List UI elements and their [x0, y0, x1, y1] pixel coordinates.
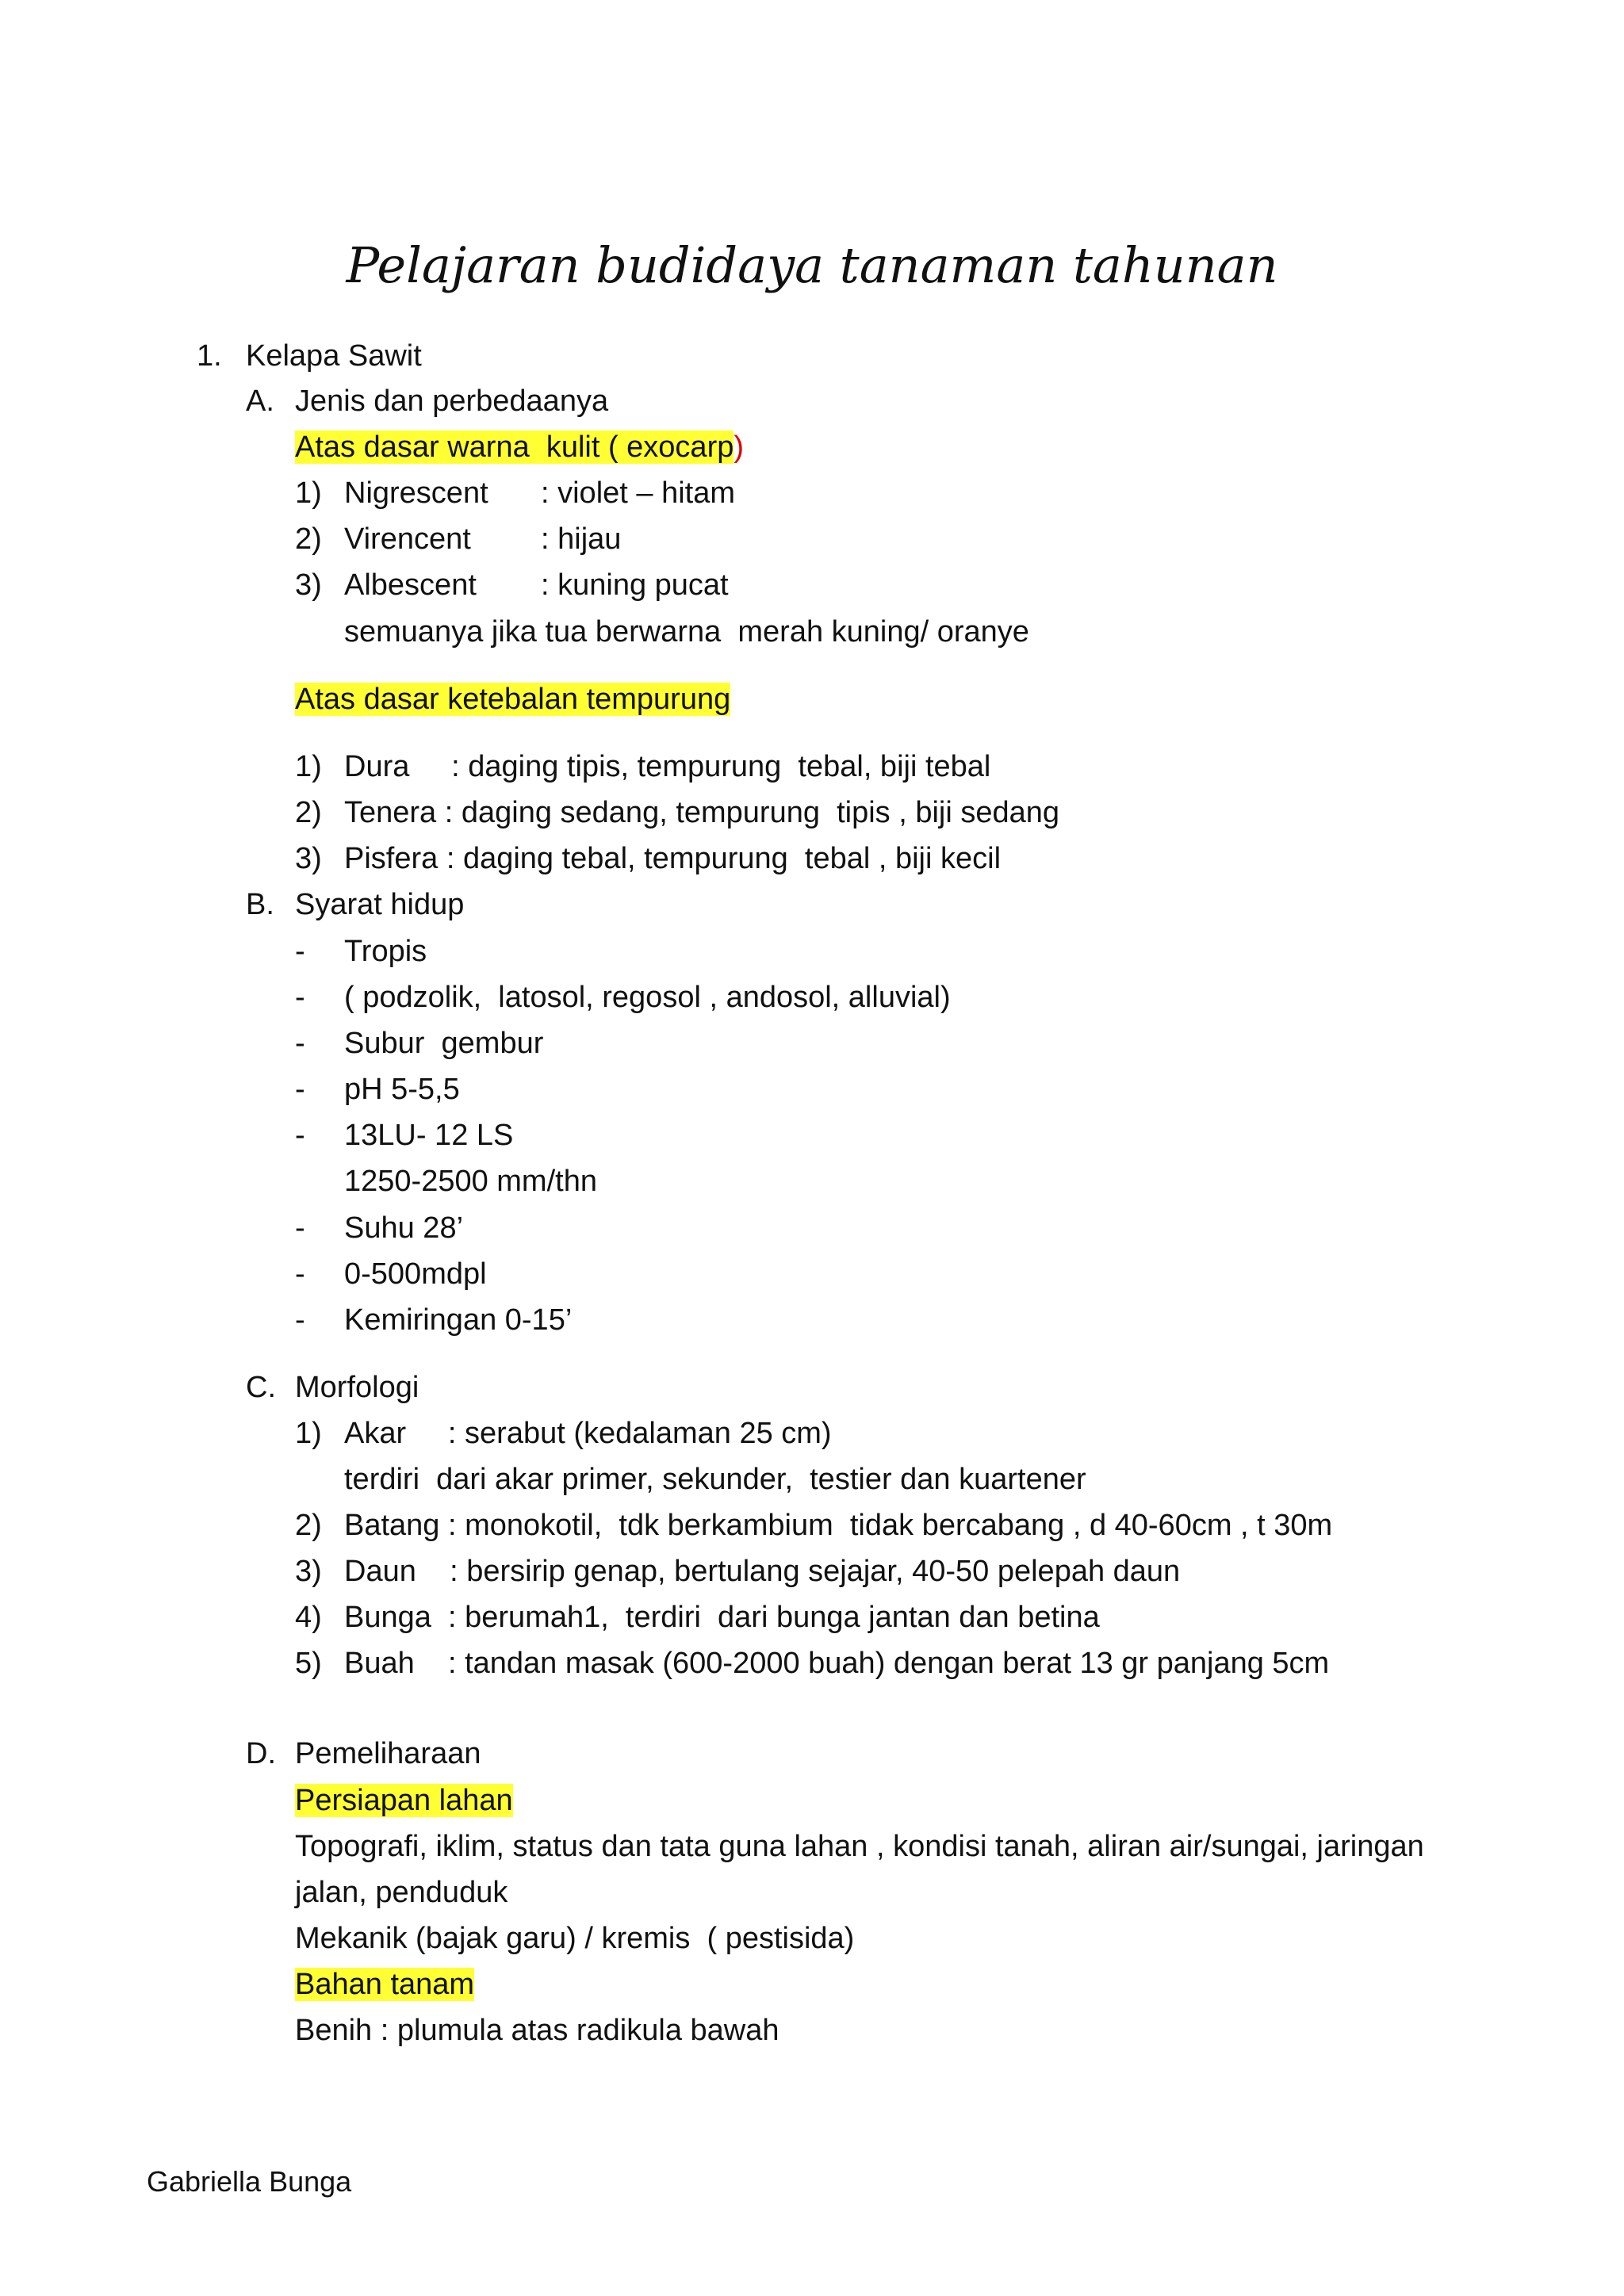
list-item: 13LU- 12 LS — [344, 1119, 514, 1152]
page-title: Pelajaran budidaya tanaman tahunan — [346, 236, 1278, 294]
list-number: 5) — [295, 1647, 322, 1680]
list-item-continued: terdiri dari akar primer, sekunder, testier dan kuartener — [344, 1463, 1086, 1496]
highlight-text: Bahan tanam — [295, 1968, 475, 2001]
subsection-d-title: Pemeliharaan — [295, 1737, 481, 1770]
paragraph-line: jalan, penduduk — [295, 1876, 508, 1909]
bullet-dash: - — [295, 1073, 305, 1106]
subsection-b-marker: B. — [246, 888, 274, 921]
list-number: 3) — [295, 1555, 322, 1588]
highlight-text: Atas dasar ketebalan tempurung — [295, 683, 731, 716]
variety-name: Nigrescent — [344, 476, 488, 510]
subsection-d-marker: D. — [246, 1737, 276, 1770]
list-number: 2) — [295, 522, 322, 556]
section-1-title: Kelapa Sawit — [246, 339, 422, 373]
list-item: Batang : monokotil, tdk berkambium tidak bercabang , d 40-60cm , t 30m — [344, 1509, 1333, 1542]
highlight-heading-planting-material — [295, 1965, 474, 2004]
list-item: Bunga : berumah1, terdiri dari bunga jantan dan betina — [344, 1601, 1100, 1634]
list-item: Buah : tandan masak (600-2000 buah) dengan berat 13 gr panjang 5cm — [344, 1647, 1330, 1680]
bullet-dash: - — [295, 1119, 305, 1152]
list-number: 2) — [295, 796, 322, 829]
bullet-dash: - — [295, 1027, 305, 1060]
list-item: Tenera : daging sedang, tempurung tipis , biji sedang — [344, 796, 1060, 829]
highlight-text: Atas dasar warna kulit ( exocarp — [295, 430, 734, 464]
bullet-dash: - — [295, 1303, 305, 1337]
bullet-dash: - — [295, 935, 305, 968]
list-item: Daun : bersirip genap, bertulang sejajar, 40-50 pelepah daun — [344, 1555, 1181, 1588]
list-item: Tropis — [344, 935, 427, 968]
highlight-heading-land-prep — [295, 1781, 513, 1820]
list-item: pH 5-5,5 — [344, 1073, 460, 1106]
paragraph-line: Mekanik (bajak garu) / kremis ( pestisida) — [295, 1922, 855, 1955]
variety-desc: : violet – hitam — [541, 476, 735, 510]
variety-desc: : kuning pucat — [541, 568, 729, 602]
variety-name: Albescent — [344, 568, 477, 602]
variety-desc: : hijau — [541, 522, 622, 556]
list-number: 1) — [295, 476, 322, 510]
list-item: Dura : daging tipis, tempurung tebal, biji tebal — [344, 750, 991, 783]
list-item: Pisfera : daging tebal, tempurung tebal , biji kecil — [344, 842, 1002, 875]
list-item-continued: 1250-2500 mm/thn — [344, 1165, 597, 1198]
paragraph-line: Topografi, iklim, status dan tata guna lahan , kondisi tanah, aliran air/sungai, jaringan — [295, 1830, 1424, 1863]
subsection-a-marker: A. — [246, 385, 274, 418]
footer-author: Gabriella Bunga — [147, 2165, 352, 2198]
list-item: Subur gembur — [344, 1027, 544, 1060]
list-number: 2) — [295, 1509, 322, 1542]
subsection-c-title: Morfologi — [295, 1371, 419, 1404]
bullet-dash: - — [295, 981, 305, 1014]
red-paren: ) — [733, 430, 745, 464]
list-number: 1) — [295, 750, 322, 783]
bullet-dash: - — [295, 1211, 305, 1245]
list-number: 3) — [295, 568, 322, 602]
section-1-marker: 1. — [197, 339, 222, 373]
note-text: semuanya jika tua berwarna merah kuning/ oranye — [344, 615, 1029, 649]
subsection-a-title: Jenis dan perbedaanya — [295, 385, 609, 418]
highlight-heading-shell — [295, 679, 730, 719]
list-item: Suhu 28’ — [344, 1211, 464, 1245]
list-number: 3) — [295, 842, 322, 875]
list-item: 0-500mdpl — [344, 1257, 487, 1291]
subsection-b-title: Syarat hidup — [295, 888, 465, 921]
list-item: Akar : serabut (kedalaman 25 cm) — [344, 1417, 832, 1450]
variety-name: Virencent — [344, 522, 471, 556]
list-item: ( podzolik, latosol, regosol , andosol, alluvial) — [344, 981, 951, 1014]
subsection-c-marker: C. — [246, 1371, 276, 1404]
highlight-heading-exocarp — [295, 427, 744, 467]
list-item: Kemiringan 0-15’ — [344, 1303, 573, 1337]
bullet-dash: - — [295, 1257, 305, 1291]
paragraph-line: Benih : plumula atas radikula bawah — [295, 2014, 779, 2047]
list-number: 4) — [295, 1601, 322, 1634]
list-number: 1) — [295, 1417, 322, 1450]
highlight-text: Persiapan lahan — [295, 1784, 513, 1817]
